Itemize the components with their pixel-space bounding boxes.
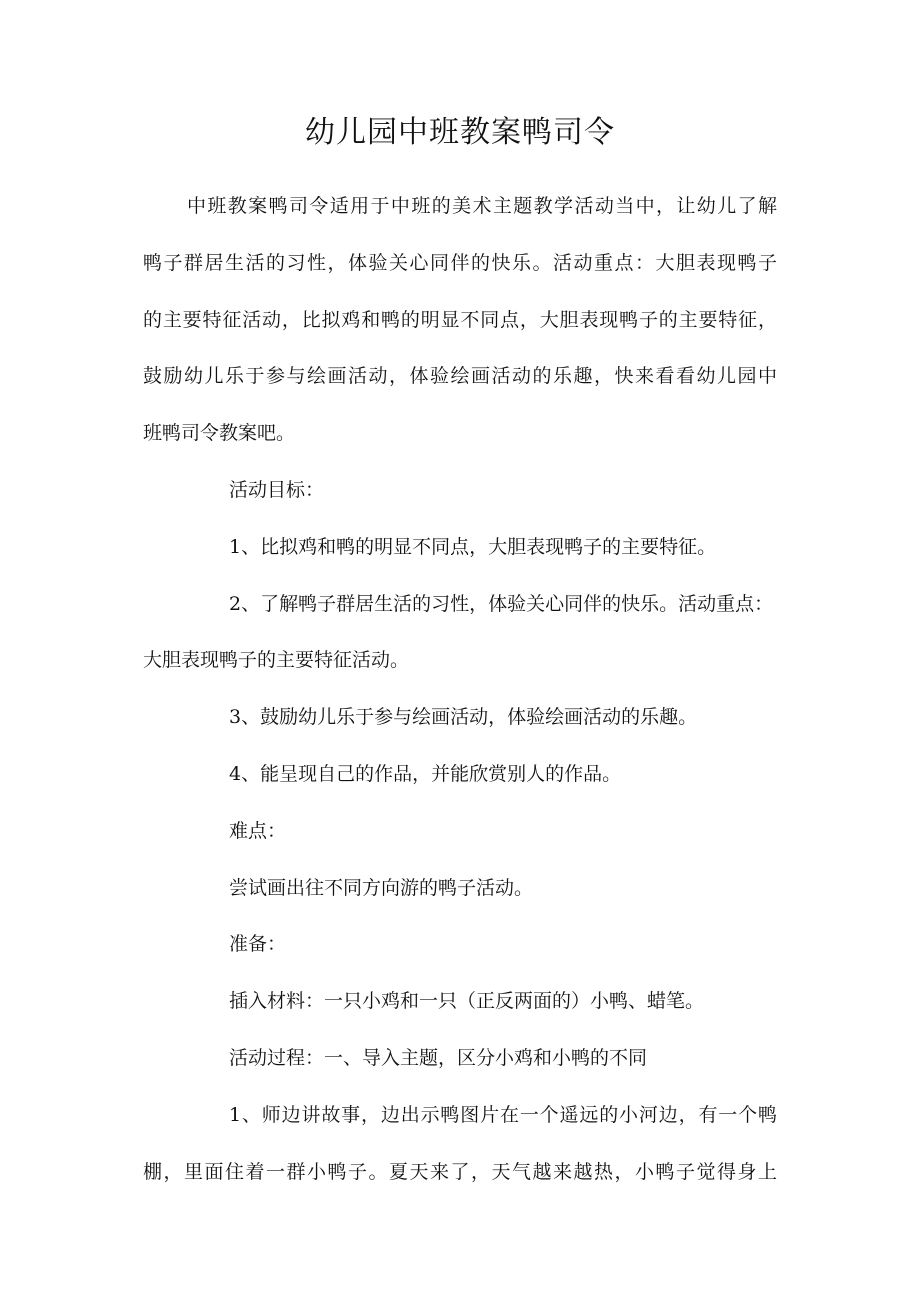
list-item: 2、了解鸭子群居生活的习性，体验关心同伴的快乐。活动重点： [229, 592, 774, 615]
list-item: 1、比拟鸡和鸭的明显不同点，大胆表现鸭子的主要特征。 [229, 535, 717, 558]
paragraph-line: 尝试画出往不同方向游的鸭子活动。 [229, 876, 534, 899]
paragraph-line: 鸭子群居生活的习性，体验关心同伴的快乐。活动重点：大胆表现鸭子 [143, 251, 777, 274]
paragraph-line: 的主要特征活动，比拟鸡和鸭的明显不同点，大胆表现鸭子的主要特征， [143, 308, 777, 331]
paragraph-line: 中班教案鸭司令适用于中班的美术主题教学活动当中，让幼儿了解 [187, 195, 777, 217]
list-item-continuation: 大胆表现鸭子的主要特征活动。 [143, 649, 410, 672]
section-heading: 活动目标： [229, 478, 325, 501]
list-item: 1、师边讲故事，边出示鸭图片在一个遥远的小河边，有一个鸭 [229, 1103, 777, 1126]
section-heading: 准备： [229, 933, 287, 956]
paragraph-line: 鼓励幼儿乐于参与绘画活动，体验绘画活动的乐趣，快来看看幼儿园中 [143, 365, 777, 388]
document-body [143, 186, 777, 1208]
document-title: 幼儿园中班教案鸭司令 [305, 115, 615, 150]
list-item: 4、能呈现自己的作品，并能欣赏别人的作品。 [229, 762, 622, 785]
section-heading: 活动过程：一、导入主题，区分小鸡和小鸭的不同 [229, 1046, 648, 1069]
section-heading: 难点： [229, 819, 287, 842]
paragraph-line: 棚，里面住着一群小鸭子。夏天来了，天气越来越热，小鸭子觉得身上 [143, 1160, 777, 1183]
paragraph-line: 班鸭司令教案吧。 [143, 422, 296, 445]
paragraph-line: 插入材料：一只小鸡和一只（正反两面的）小鸭、蜡笔。 [229, 990, 705, 1013]
list-item: 3、鼓励幼儿乐于参与绘画活动，体验绘画活动的乐趣。 [229, 706, 698, 729]
